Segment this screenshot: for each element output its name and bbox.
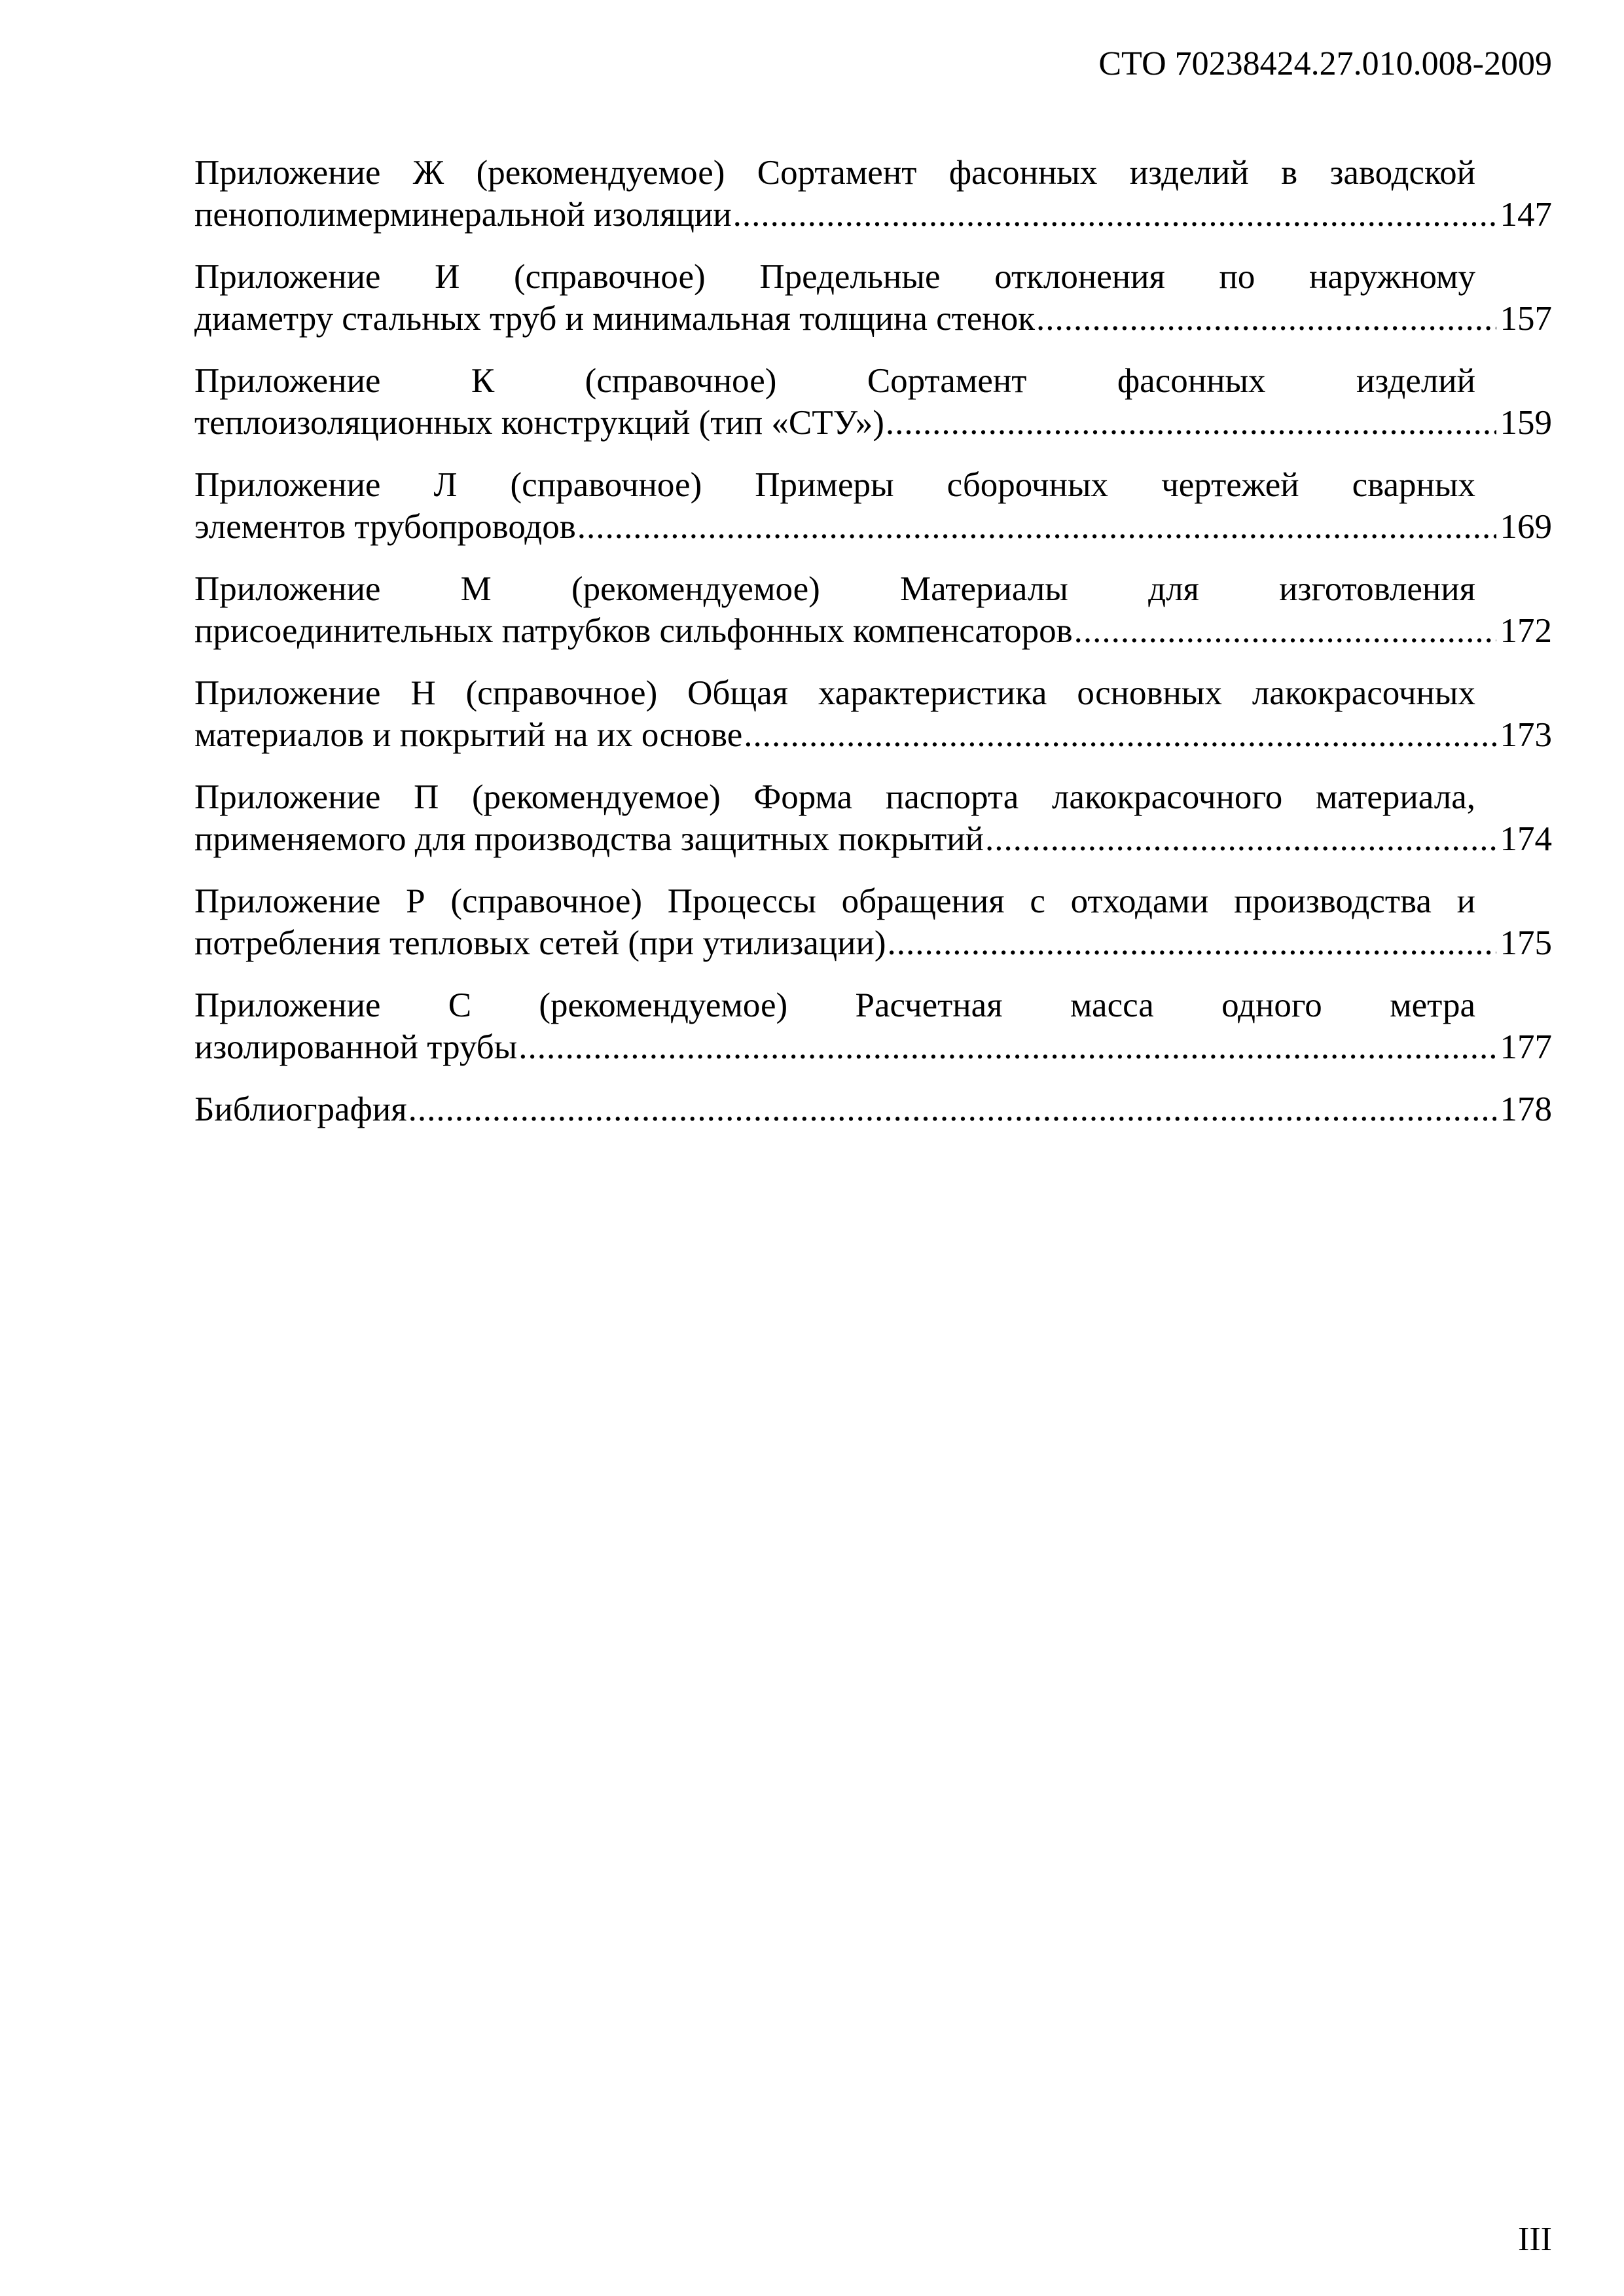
toc-entry-appendix-n[interactable] <box>194 672 1552 756</box>
dot-leader <box>744 714 1496 756</box>
toc-page-number: 178 <box>1500 1090 1552 1128</box>
toc-entry-title-continuation: присоединительных патрубков сильфонных компенсаторов <box>194 612 1073 650</box>
toc-entry-appendix-r[interactable] <box>194 880 1552 964</box>
document-code-header: СТО 70238424.27.010.008-2009 <box>1098 45 1552 82</box>
toc-entry-title-continuation: материалов и покрытий на их основе <box>194 716 743 754</box>
toc-entry-bibliography[interactable] <box>194 1088 1552 1130</box>
toc-page-number: 173 <box>1500 716 1552 754</box>
toc-page-number: 147 <box>1500 196 1552 234</box>
toc-entry-title-continuation: применяемого для производства защитных покрытий <box>194 820 984 858</box>
dot-leader <box>733 194 1496 236</box>
toc-page-number: 169 <box>1500 508 1552 546</box>
toc-entry-title-continuation: элементов трубопроводов <box>194 508 576 546</box>
toc-entry-title-line: Приложение Н (справочное) Общая характеристика основных лакокрасочных <box>194 674 1475 712</box>
toc-entry-title-line: Приложение Ж (рекомендуемое) Сортамент фасонных изделий в заводской <box>194 154 1475 192</box>
toc-entry-title-continuation: потребления тепловых сетей (при утилизации) <box>194 924 886 962</box>
dot-leader <box>886 402 1496 444</box>
toc-entry-title-line: Приложение Р (справочное) Процессы обращения с отходами производства и <box>194 882 1475 920</box>
dot-leader <box>888 922 1496 964</box>
toc-page-number: 175 <box>1500 924 1552 962</box>
toc-entry-title-line: Приложение С (рекомендуемое) Расчетная масса одного метра <box>194 986 1475 1024</box>
page-number-footer: III <box>1518 2221 1552 2258</box>
toc-entry-title-line: Приложение И (справочное) Предельные отклонения по наружному <box>194 258 1475 296</box>
toc-entry-title-continuation: диаметру стальных труб и минимальная толщина стенок <box>194 300 1035 338</box>
toc-entry-title-continuation: теплоизоляционных конструкций (тип «СТУ») <box>194 404 884 442</box>
toc-entry-appendix-i[interactable] <box>194 256 1552 340</box>
table-of-contents <box>194 152 1552 1151</box>
toc-page-number: 157 <box>1500 300 1552 338</box>
toc-entry-title: Библиография <box>194 1090 407 1128</box>
toc-entry-title-line: Приложение М (рекомендуемое) Материалы для изготовления <box>194 570 1475 608</box>
toc-entry-appendix-l[interactable] <box>194 464 1552 548</box>
toc-page-number: 172 <box>1500 612 1552 650</box>
toc-page-number: 159 <box>1500 404 1552 442</box>
dot-leader <box>1074 610 1496 652</box>
toc-entry-title-continuation: пенополимерминеральной изоляции <box>194 196 732 234</box>
toc-entry-title-line: Приложение К (справочное) Сортамент фасонных изделий <box>194 362 1475 400</box>
toc-entry-title-continuation: изолированной трубы <box>194 1028 518 1066</box>
toc-entry-title-line: Приложение Л (справочное) Примеры сборочных чертежей сварных <box>194 466 1475 504</box>
toc-page-number: 177 <box>1500 1028 1552 1066</box>
toc-entry-appendix-m[interactable] <box>194 568 1552 652</box>
dot-leader <box>985 818 1496 860</box>
toc-entry-appendix-p[interactable] <box>194 776 1552 860</box>
toc-entry-appendix-k[interactable] <box>194 360 1552 444</box>
toc-entry-appendix-zh[interactable] <box>194 152 1552 236</box>
toc-entry-title-line: Приложение П (рекомендуемое) Форма паспорта лакокрасочного материала, <box>194 778 1475 816</box>
dot-leader <box>408 1088 1496 1130</box>
dot-leader <box>1036 298 1496 340</box>
dot-leader <box>518 1026 1496 1068</box>
toc-entry-appendix-s[interactable] <box>194 984 1552 1068</box>
toc-page-number: 174 <box>1500 820 1552 858</box>
dot-leader <box>577 506 1496 548</box>
